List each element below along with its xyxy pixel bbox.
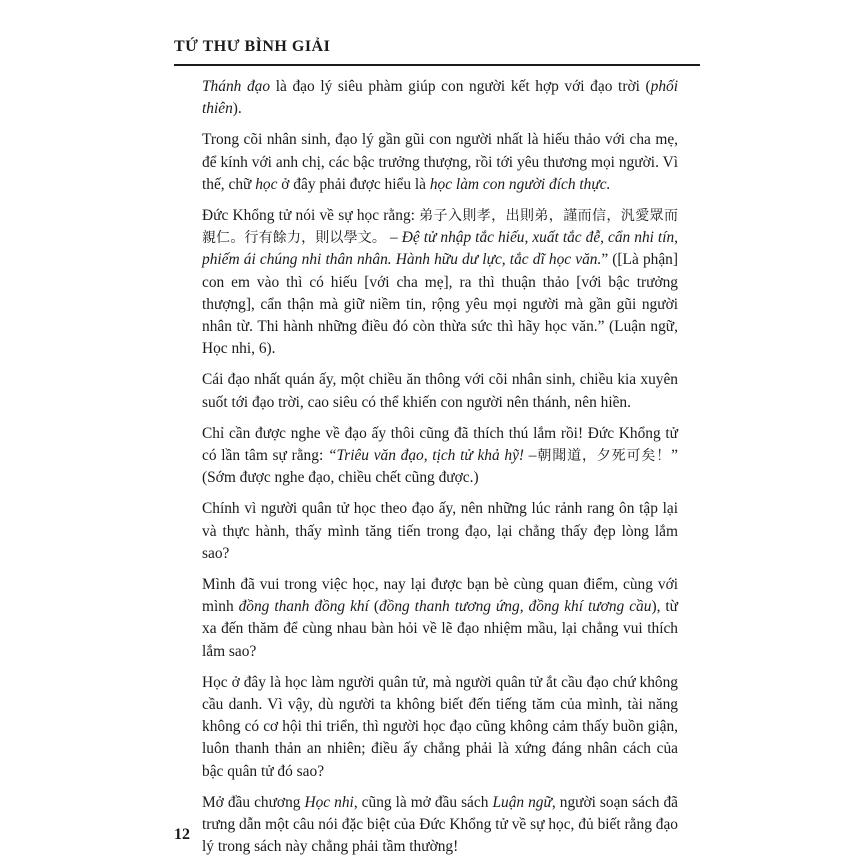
text-run: Cái đạo nhất quán ấy, một chiều ăn thông với cõi nhân sinh, chiều kia xuyên suốt tới đạo trời, cao siêu có thể khiến con người nên thánh, nên hiền.: [202, 371, 678, 411]
italic-text: học: [255, 175, 278, 193]
paragraph: [202, 498, 678, 565]
text-run: Trong cõi nhân sinh, đạo lý gần gũi con người nhất là hiếu thảo với cha mẹ, để kính với anh chị, các bậc trưởng thượng, rồi tới yêu thương mọi người. Vì thế, chữ: [202, 131, 678, 193]
italic-text: đồng thanh tương ứng, đồng khí tương cầu: [378, 598, 652, 616]
paragraph: [202, 423, 678, 490]
text-run: –: [524, 447, 537, 465]
text-run: Học ở đây là học làm người quân tử, mà người quân tử ắt cầu đạo chứ không cầu danh. Vì vậy, dù người ta không biết đến tiếng tăm của mình, tài năng không có cơ hội thi triển, thì người học đạo cũng không cảm thấy buồn giận, luôn thanh thản an nhiên; điều ấy chẳng phải là xứng đáng nhân cách của bậc quân tử đó sao?: [202, 673, 678, 780]
running-header: [174, 38, 700, 66]
italic-text: học làm con người đích thực.: [429, 175, 611, 193]
paragraph: [202, 129, 678, 196]
text-run: ), từ xa đến thăm để cùng nhau bàn hỏi về lẽ đạo nhiệm mầu, lại chẳng vui thích lắm sao?: [202, 598, 678, 660]
paragraph: [202, 792, 678, 859]
chinese-quote: 弟子入則孝，出則弟，謹而信，汎愛眾而親仁。行有餘力，則以學文。: [202, 208, 679, 247]
italic-text: Học nhi: [304, 793, 354, 811]
italic-text: đồng thanh đồng khí: [238, 598, 369, 616]
page-number: 12: [174, 826, 190, 843]
italic-text: “Triêu văn đạo, tịch tử khả hỹ!: [327, 447, 525, 465]
text-run: , người soạn sách đã trưng dẫn một câu nói đặc biệt của Đức Khổng tử về sự học, đủ biết rằng đạo lý trong sách này chẳng phải tầm thường!: [202, 793, 679, 856]
paragraph: [202, 76, 678, 120]
chinese-quote: 朝聞道，夕死可矣！: [536, 448, 672, 465]
text-run: (: [368, 598, 379, 616]
italic-text: Luận ngữ: [492, 793, 552, 811]
text-run: Chính vì người quân tử học theo đạo ấy, nên những lúc rảnh rang ôn tập lại và thực hành, thấy mình tăng tiến trong đạo, lại chẳng thấy đẹp lòng lắm sao?: [202, 500, 678, 562]
body-text: [202, 76, 678, 868]
italic-text: Đệ tử nhập tắc hiếu, xuất tắc đễ, cẩn nhi tín, phiếm ái chúng nhi thân nhân. Hành hữu dư lực, tắc dĩ học văn.: [202, 229, 679, 269]
italic-text: Thánh đạo: [202, 78, 271, 95]
text-run: ” (Sớm được nghe đạo, chiều chết cũng được.): [202, 447, 678, 487]
text-run: , cũng là mở đầu sách: [353, 793, 493, 811]
text-run: ở đây phải được hiểu là: [277, 175, 430, 193]
text-run: là đạo lý siêu phàm giúp con người kết hợp với đạo trời (: [270, 78, 651, 95]
text-run: Mở đầu chương: [202, 793, 305, 811]
text-run: Chỉ cần được nghe về đạo ấy thôi cũng đã thích thú lắm rồi! Đức Khổng tử có lần tâm sự rằng:: [202, 424, 678, 465]
italic-text: phối thiên: [202, 78, 678, 118]
text-run: –: [386, 229, 402, 247]
paragraph: [202, 205, 678, 360]
paragraph: [202, 574, 678, 663]
text-run: ” ([Là phận] con em vào thì có hiếu [với cha mẹ], ra thì thuận thảo [với bậc trưởng thượng], cẩn thận mà giữ niềm tin, rộng yêu mọi người mà gần gũi người nhân từ. Thi hành những điều đó còn thừa sức thì hãy học văn.” (Luận ngữ, Học nhi, 6).: [202, 251, 678, 358]
paragraph: [202, 672, 678, 783]
text-run: Đức Khổng tử nói về sự học rằng:: [202, 207, 420, 225]
book-title: TỨ THƯ BÌNH GIẢI: [174, 38, 331, 55]
text-run: Mình đã vui trong việc học, nay lại được bạn bè cùng quan điểm, cùng với mình: [202, 576, 678, 616]
text-run: ).: [232, 100, 242, 118]
paragraph: [202, 369, 678, 413]
